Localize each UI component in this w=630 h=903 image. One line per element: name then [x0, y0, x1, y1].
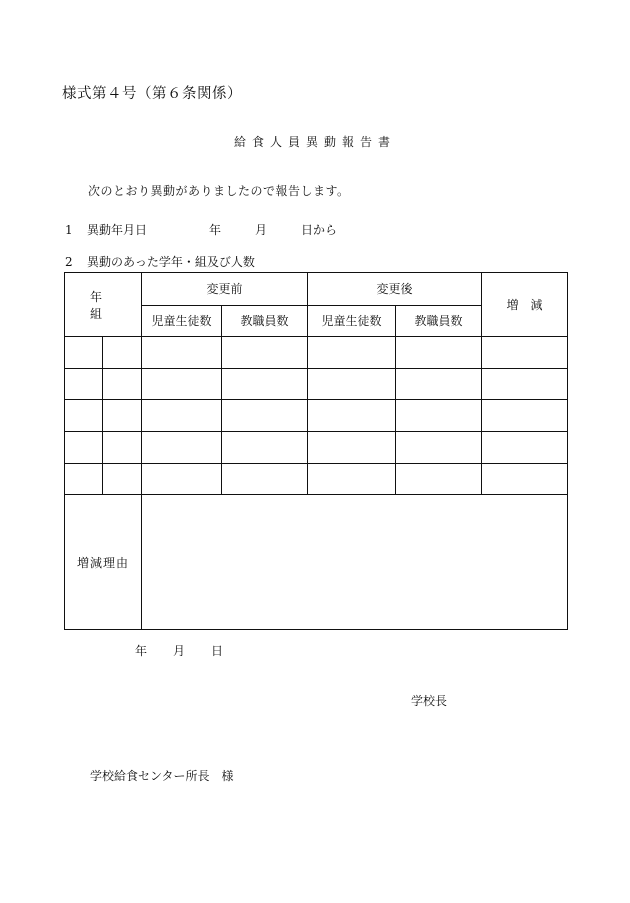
before-students-cell[interactable] [142, 337, 222, 369]
grade-cell[interactable] [65, 400, 103, 432]
item-number: 1 [65, 223, 73, 237]
report-date-line [135, 642, 223, 659]
after-staff-cell[interactable] [396, 337, 482, 369]
form-number: 様式第４号（第６条関係） [62, 86, 242, 102]
before-change-header: 変更前 [142, 273, 308, 306]
document-title: 給食人員異動報告書 [233, 135, 396, 149]
after-staff-cell[interactable] [396, 368, 482, 400]
reason-field[interactable] [142, 495, 568, 630]
year-label: 年 [209, 223, 222, 237]
table-row [65, 400, 568, 432]
before-staff-header: 教職員数 [222, 305, 308, 337]
change-cell[interactable] [482, 463, 568, 495]
recipient-line [90, 767, 234, 784]
change-cell[interactable] [482, 432, 568, 464]
grade-cell[interactable] [65, 432, 103, 464]
after-staff-header: 教職員数 [396, 305, 482, 337]
affected-classes-line [65, 253, 255, 270]
table-row [65, 463, 568, 495]
class-cell[interactable] [103, 463, 142, 495]
report-year-label: 年 [135, 644, 148, 658]
grade-cell[interactable] [65, 368, 103, 400]
report-day-label: 日 [211, 644, 224, 658]
before-staff-cell[interactable] [222, 463, 308, 495]
before-students-cell[interactable] [142, 400, 222, 432]
affected-classes-label: 異動のあった学年・組及び人数 [87, 255, 255, 269]
before-staff-cell[interactable] [222, 368, 308, 400]
after-students-cell[interactable] [308, 400, 396, 432]
principal-signature-label: 学校長 [411, 694, 448, 708]
class-cell[interactable] [103, 368, 142, 400]
grade-class-header: 年 組 [65, 273, 142, 337]
honorific: 様 [221, 769, 234, 783]
intro-text: 次のとおり異動がありましたので報告します。 [88, 184, 350, 198]
table-row [65, 368, 568, 400]
reason-label: 増減理由 [65, 495, 142, 630]
before-staff-cell[interactable] [222, 337, 308, 369]
report-month-label: 月 [173, 644, 186, 658]
after-students-header: 児童生徒数 [308, 305, 396, 337]
after-staff-cell[interactable] [396, 400, 482, 432]
month-label: 月 [255, 223, 268, 237]
change-cell[interactable] [482, 368, 568, 400]
before-students-cell[interactable] [142, 463, 222, 495]
class-cell[interactable] [103, 337, 142, 369]
transfer-date-label: 異動年月日 [87, 223, 148, 237]
after-students-cell[interactable] [308, 368, 396, 400]
after-students-cell[interactable] [308, 463, 396, 495]
class-cell[interactable] [103, 400, 142, 432]
change-cell[interactable] [482, 400, 568, 432]
increase-decrease-header: 増 減 [482, 273, 568, 337]
before-students-header: 児童生徒数 [142, 305, 222, 337]
grade-cell[interactable] [65, 337, 103, 369]
before-students-cell[interactable] [142, 432, 222, 464]
after-staff-cell[interactable] [396, 432, 482, 464]
before-staff-cell[interactable] [222, 400, 308, 432]
item-number: 2 [65, 255, 73, 269]
grade-cell[interactable] [65, 463, 103, 495]
before-students-cell[interactable] [142, 368, 222, 400]
after-students-cell[interactable] [308, 337, 396, 369]
change-cell[interactable] [482, 337, 568, 369]
day-suffix: 日から [301, 223, 338, 237]
table-row [65, 432, 568, 464]
after-change-header: 変更後 [308, 273, 482, 306]
recipient-name: 学校給食センター所長 [90, 769, 210, 783]
before-staff-cell[interactable] [222, 432, 308, 464]
transfer-date-line [65, 221, 337, 238]
table-row [65, 337, 568, 369]
after-staff-cell[interactable] [396, 463, 482, 495]
after-students-cell[interactable] [308, 432, 396, 464]
transfer-table [64, 272, 568, 630]
class-cell[interactable] [103, 432, 142, 464]
